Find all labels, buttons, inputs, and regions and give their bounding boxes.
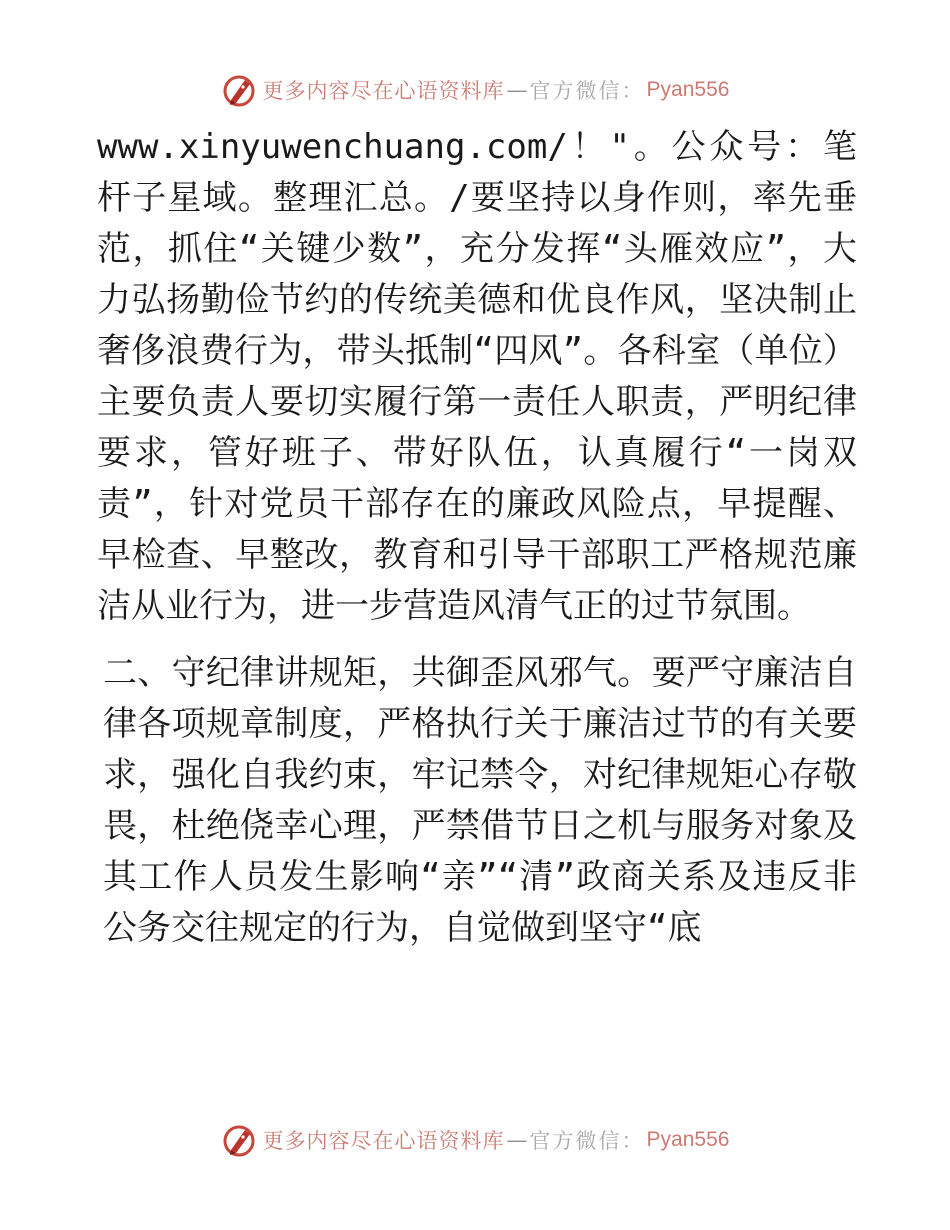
pen-nib-logo-icon xyxy=(221,72,257,108)
header-dash: — xyxy=(506,78,528,102)
footer-dash: — xyxy=(506,1128,528,1152)
header-wechat-id: Pyan556 xyxy=(646,78,730,101)
pen-nib-logo-icon xyxy=(221,1122,257,1158)
paragraph-1: www.xinyuwenchuang.com/！"。公众号：笔杆子星域。整理汇总。/要坚持以身作则，率先垂范，抓住“关键少数”，充分发挥“头雁效应”，大力弘扬勤俭节约的传统美德和优良作风，坚决制止奢侈浪费行为，带头抵制“四风”。各科室（单位）主要负责人要切实履行第一责任人职责，严明纪律要求，管好班子、带好队伍，认真履行“一岗双责”，针对党员干部存在的廉政风险点，早提醒、早检查、早整改，教育和引导干部职工严格规范廉洁从业行为，进一步营造风清气正的过节氛围。 xyxy=(97,127,857,626)
header-slogan: 更多内容尽在心语资料库 xyxy=(262,79,505,103)
footer-official-label: 官方微信： xyxy=(529,1129,645,1153)
paragraph-2: 二、守纪律讲规矩，共御歪风邪气。要严守廉洁自律各项规章制度，严格执行关于廉洁过节的有关要求，强化自我约束，牢记禁令，对纪律规矩心存敬畏，杜绝侥幸心理，严禁借节日之机与服务对象及其工作人员发生影响“亲”“清”政商关系及违反非公务交往规定的行为，自觉做到坚守“底 xyxy=(103,653,857,948)
document-body xyxy=(97,122,857,954)
header-official-label: 官方微信： xyxy=(529,79,645,103)
footer-slogan: 更多内容尽在心语资料库 xyxy=(262,1129,505,1153)
footer-wechat-id: Pyan556 xyxy=(646,1128,730,1151)
header-banner xyxy=(0,70,950,110)
footer-banner xyxy=(0,1120,950,1160)
